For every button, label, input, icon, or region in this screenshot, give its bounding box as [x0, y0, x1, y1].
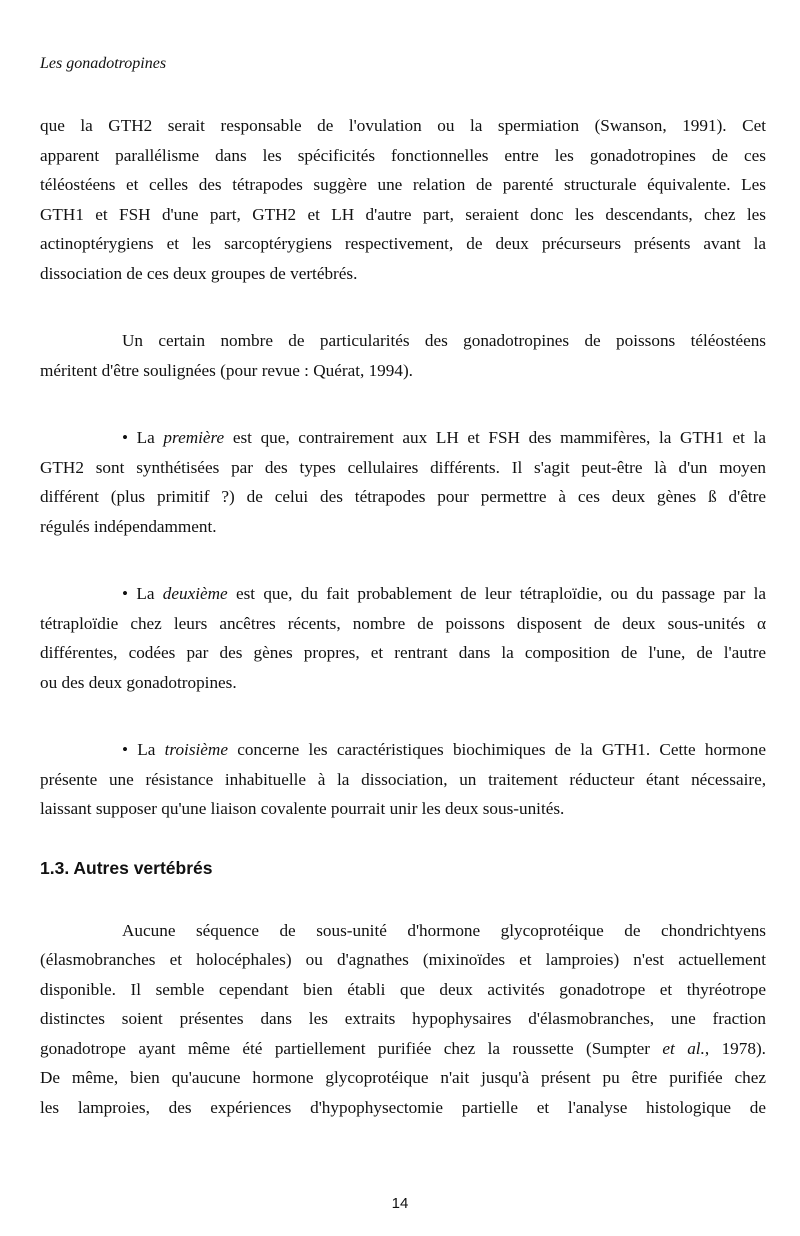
text-line: Un certain nombre de particularités des gonadotropines de poissons téléostéens: [122, 331, 766, 350]
text-line: gonadotrope ayant même été partiellement purifiée chez la roussette (Sumpter et al., 1978).: [40, 1038, 766, 1058]
text-line: tétraploïdie chez leurs ancêtres récents, nombre de poissons disposent de deux sous-unités α: [40, 613, 766, 633]
text-line: différent (plus primitif ?) de celui des tétrapodes pour permettre à ces deux gènes ß d'être: [40, 487, 766, 506]
text-line: disponible. Il semble cependant bien établi que deux activités gonadotrope et thyréotrope: [40, 979, 766, 999]
text-line: méritent d'être soulignées (pour revue : Quérat, 1994).: [40, 360, 413, 380]
text-line: • La deuxième est que, du fait probablement de leur tétraploïdie, ou du passage par la: [122, 584, 766, 603]
text-line: • La troisième concerne les caractéristiques biochimiques de la GTH1. Cette hormone: [122, 740, 766, 759]
text-line: (élasmobranches et holocéphales) ou d'agnathes (mixinoïdes et lamproies) n'est actuellement: [40, 950, 766, 969]
bullet-paragraph-premiere: [40, 423, 766, 541]
page-body: [40, 111, 766, 1160]
text-line: dissociation de ces deux groupes de vertébrés.: [40, 263, 358, 283]
text-line: • La première est que, contrairement aux LH et FSH des mammifères, la GTH1 et la: [122, 428, 766, 447]
paragraph: [40, 326, 766, 385]
text-line: régulés indépendamment.: [40, 516, 217, 536]
bullet-paragraph-deuxieme: [40, 579, 766, 697]
paragraph: [40, 916, 766, 1123]
running-head: Les gonadotropines: [40, 55, 167, 72]
text-line: ou des deux gonadotropines.: [40, 672, 237, 692]
text-line: les lamproies, des expériences d'hypophysectomie partielle et l'analyse histologique de: [40, 1097, 766, 1117]
text-line: apparent parallélisme dans les spécificités fonctionnelles entre les gonadotropines de ces: [40, 145, 766, 165]
bullet-paragraph-troisieme: [40, 735, 766, 824]
text-line: présente une résistance inhabituelle à la dissociation, un traitement réducteur étant nécessaire,: [40, 769, 766, 789]
text-line: laissant supposer qu'une liaison covalente pourrait unir les deux sous-unités.: [40, 799, 565, 818]
text-line: GTH2 sont synthétisées par des types cellulaires différents. Il s'agit peut-être là d'un moyen: [40, 457, 766, 477]
text-line: distinctes soient présentes dans les extraits hypophysaires d'élasmobranches, une fraction: [40, 1009, 766, 1028]
text-line: GTH1 et FSH d'une part, GTH2 et LH d'autre part, seraient donc les descendants, chez les: [40, 204, 766, 224]
text-line: différentes, codées par des gènes propres, et rentrant dans la composition de l'une, de l'autre: [40, 643, 766, 662]
text-line: De même, bien qu'aucune hormone glycoprotéique n'ait jusqu'à présent pu être purifiée chez: [40, 1068, 766, 1087]
paragraph: [40, 111, 766, 288]
page-number: 14: [391, 1195, 409, 1212]
text-line: téléostéens et celles des tétrapodes suggère une relation de parenté structurale équivalente. Les: [40, 175, 766, 194]
section-heading: 1.3. Autres vertébrés: [40, 857, 213, 878]
text-line: actinoptérygiens et les sarcoptérygiens respectivement, de deux précurseurs présents avant la: [40, 234, 766, 253]
text-line: que la GTH2 serait responsable de l'ovulation ou la spermiation (Swanson, 1991). Cet: [40, 116, 766, 135]
text-line: Aucune séquence de sous-unité d'hormone glycoprotéique de chondrichtyens: [122, 920, 766, 940]
